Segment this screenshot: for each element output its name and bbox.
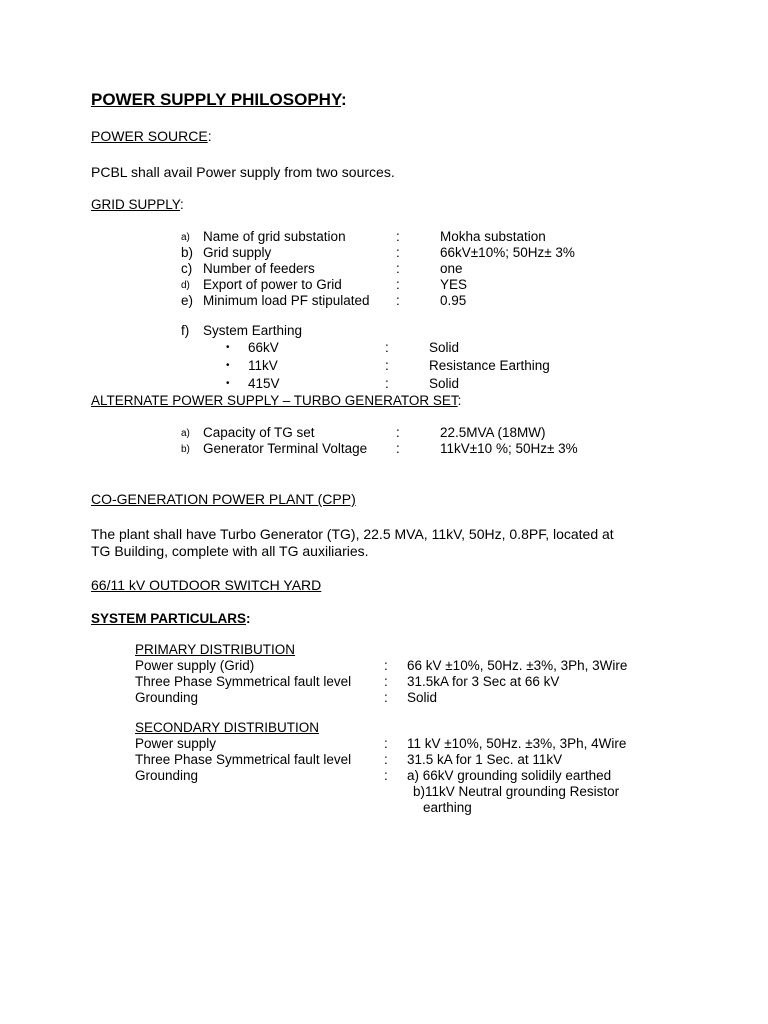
grid-supply-heading-colon: : bbox=[180, 197, 184, 212]
item-label: Grid supply bbox=[203, 245, 272, 260]
row-value: 66 kV ±10%, 50Hz. ±3%, 3Ph, 3Wire bbox=[407, 658, 628, 673]
grounding-continuation-1: b)11kV Neutral grounding Resistor bbox=[413, 784, 620, 799]
row-separator: : bbox=[384, 658, 388, 673]
list-marker: e) bbox=[181, 293, 194, 308]
item-label: 66kV bbox=[248, 340, 279, 355]
row-value: Solid bbox=[407, 690, 438, 705]
cpp-paragraph-line-2: TG Building, complete with all TG auxiliaries. bbox=[91, 543, 369, 559]
list-marker: a) bbox=[181, 232, 190, 243]
system-particulars-heading-colon: : bbox=[246, 611, 251, 626]
item-label: Number of feeders bbox=[203, 261, 315, 276]
item-separator: : bbox=[396, 245, 400, 260]
item-label: 11kV bbox=[248, 358, 278, 373]
item-value: 66kV±10%; 50Hz± 3% bbox=[440, 245, 575, 260]
row-separator: : bbox=[384, 752, 388, 767]
item-value: 11kV±10 %; 50Hz± 3% bbox=[440, 441, 578, 456]
item-value: Resistance Earthing bbox=[429, 358, 550, 373]
system-earthing-label: System Earthing bbox=[203, 323, 303, 338]
item-separator: : bbox=[396, 441, 400, 456]
list-marker: c) bbox=[181, 261, 193, 276]
list-marker: f) bbox=[181, 323, 190, 338]
list-marker: d) bbox=[181, 280, 190, 291]
list-marker: a) bbox=[181, 428, 190, 439]
item-label: Export of power to Grid bbox=[203, 277, 342, 292]
item-separator: : bbox=[396, 261, 400, 276]
item-separator: : bbox=[396, 277, 400, 292]
alternate-supply-heading bbox=[91, 393, 461, 408]
bullet-marker: • bbox=[226, 342, 230, 353]
row-label: Grounding bbox=[135, 768, 199, 783]
row-label: Power supply bbox=[135, 736, 217, 751]
item-separator: : bbox=[396, 229, 400, 244]
alternate-supply-heading-colon: : bbox=[457, 393, 462, 408]
grid-supply-heading-text: GRID SUPPLY bbox=[91, 197, 181, 212]
page-title-text: POWER SUPPLY PHILOSOPHY bbox=[91, 90, 342, 109]
page-title-colon: : bbox=[341, 90, 347, 109]
row-separator: : bbox=[384, 674, 388, 689]
row-value: 31.5 kA for 1 Sec. at 11kV bbox=[407, 752, 563, 767]
list-marker: b) bbox=[181, 245, 194, 260]
power-source-heading-text: POWER SOURCE bbox=[91, 128, 208, 144]
item-separator: : bbox=[385, 376, 389, 391]
item-label: Generator Terminal Voltage bbox=[203, 441, 368, 456]
alternate-supply-heading-text: ALTERNATE POWER SUPPLY – TURBO GENERATOR SET bbox=[91, 393, 458, 408]
row-value: a) 66kV grounding solidily earthed bbox=[407, 768, 612, 783]
item-label: Capacity of TG set bbox=[203, 425, 315, 440]
item-separator: : bbox=[396, 425, 400, 440]
item-separator: : bbox=[396, 293, 400, 308]
item-value: Solid bbox=[429, 340, 460, 355]
bullet-marker: • bbox=[226, 378, 230, 389]
item-label: Minimum load PF stipulated bbox=[203, 293, 370, 308]
row-label: Three Phase Symmetrical fault level bbox=[135, 752, 352, 767]
row-value: 11 kV ±10%, 50Hz. ±3%, 3Ph, 4Wire bbox=[407, 736, 627, 751]
item-value: Mokha substation bbox=[440, 229, 546, 244]
item-label: 415V bbox=[248, 376, 280, 391]
row-value: 31.5kA for 3 Sec at 66 kV bbox=[407, 674, 560, 689]
item-label: Name of grid substation bbox=[203, 229, 346, 244]
cpp-heading: CO-GENERATION POWER PLANT (CPP) bbox=[91, 491, 356, 507]
power-source-heading bbox=[91, 128, 212, 144]
list-marker: b) bbox=[181, 444, 190, 455]
bullet-marker: • bbox=[226, 360, 230, 371]
secondary-distribution-heading: SECONDARY DISTRIBUTION bbox=[135, 720, 320, 735]
row-separator: : bbox=[384, 690, 388, 705]
item-value: Solid bbox=[429, 376, 460, 391]
item-separator: : bbox=[385, 340, 389, 355]
switchyard-heading: 66/11 kV OUTDOOR SWITCH YARD bbox=[91, 577, 322, 593]
grid-supply-heading bbox=[91, 197, 184, 212]
row-label: Three Phase Symmetrical fault level bbox=[135, 674, 352, 689]
row-separator: : bbox=[384, 736, 388, 751]
primary-distribution-heading: PRIMARY DISTRIBUTION bbox=[135, 642, 296, 657]
item-value: one bbox=[440, 261, 463, 276]
grounding-continuation-2: earthing bbox=[423, 800, 472, 815]
item-value: 0.95 bbox=[440, 293, 467, 308]
item-separator: : bbox=[385, 358, 389, 373]
row-separator: : bbox=[384, 768, 388, 783]
row-label: Grounding bbox=[135, 690, 199, 705]
page-title bbox=[91, 90, 347, 110]
system-particulars-heading bbox=[91, 611, 251, 626]
cpp-paragraph-line-1: The plant shall have Turbo Generator (TG), 22.5 MVA, 11kV, 50Hz, 0.8PF, located at bbox=[91, 526, 614, 542]
power-source-heading-colon: : bbox=[207, 128, 212, 144]
power-source-intro: PCBL shall avail Power supply from two sources. bbox=[91, 164, 395, 180]
row-label: Power supply (Grid) bbox=[135, 658, 255, 673]
system-particulars-heading-text: SYSTEM PARTICULARS bbox=[91, 611, 247, 626]
item-value: YES bbox=[440, 277, 468, 292]
item-value: 22.5MVA (18MW) bbox=[440, 425, 546, 440]
